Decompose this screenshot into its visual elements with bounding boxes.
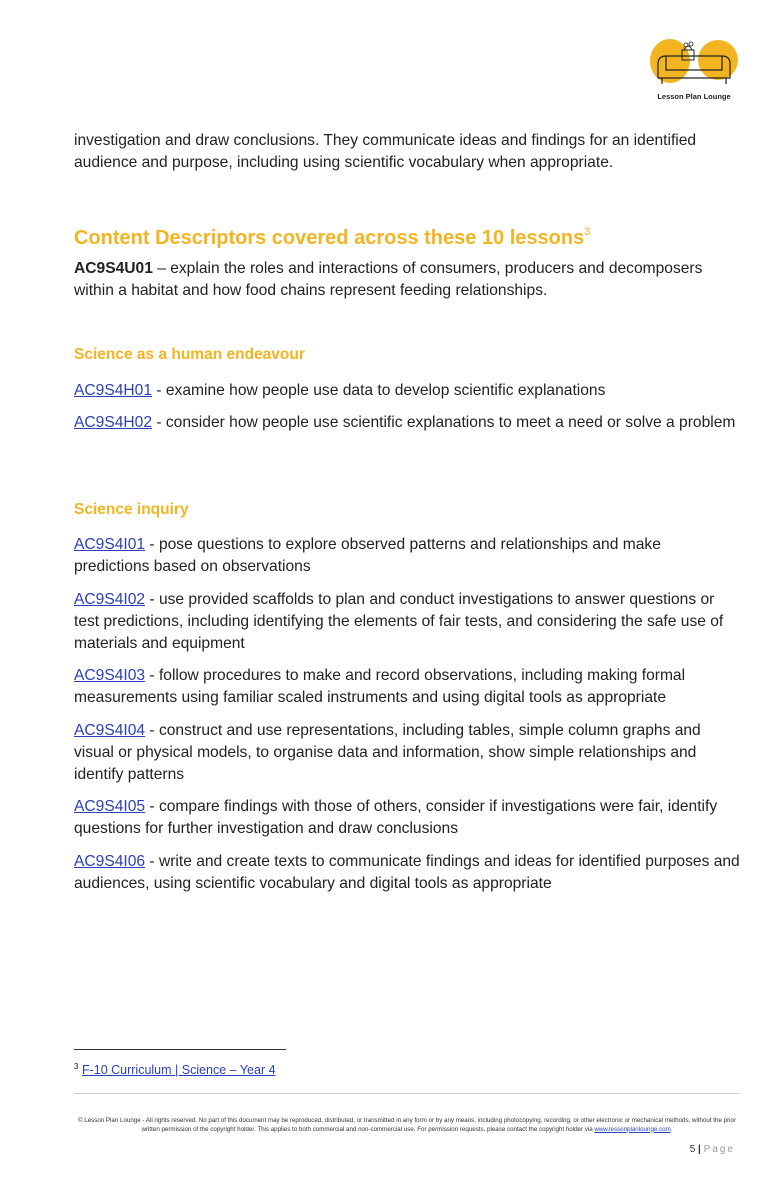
footnote: [74, 1062, 276, 1077]
footnote-number: 3: [74, 1062, 79, 1071]
copyright-notice: © Lesson Plan Lounge - All rights reserved. No part of this document may be reproduced, distributed, or transmitted in any form or by any means, including photocopying, recording, or other electronic or mechanical methods, without the prior written permission of the copyright holder. This applies to both commercial and non-commercial use. For permission requests, please contact the copyright holder via www.lessonplanlounge.com.: [77, 1117, 737, 1133]
lesson-plan-lounge-logo: [648, 36, 740, 106]
list-item: AC9S4I05 - compare findings with those of others, consider if investigations were fair, identify questions for further investigation and draw conclusions: [74, 798, 718, 837]
website-link[interactable]: www.lessonplanlounge.com: [594, 1125, 671, 1133]
main-descriptor-code: AC9S4U01: [74, 260, 153, 277]
main-descriptor: [74, 258, 740, 302]
descriptor-link[interactable]: AC9S4I03: [74, 667, 146, 684]
footnote-link[interactable]: F-10 Curriculum | Science – Year 4: [81, 1063, 276, 1077]
descriptor-link[interactable]: AC9S4I06: [74, 853, 146, 870]
descriptor-link[interactable]: AC9S4H02: [74, 414, 153, 431]
list-item: AC9S4I06 - write and create texts to communicate findings and ideas for identified purposes and audiences, using scientific vocabulary and digital tools as appropriate: [74, 853, 740, 892]
list-item: AC9S4I02 - use provided scaffolds to plan and conduct investigations to answer questions or test predictions, including identifying the elements of fair tests, and considering the safe use of materials and equipment: [74, 591, 724, 652]
page-number: 5 | Page: [689, 1144, 735, 1155]
descriptor-link[interactable]: AC9S4H01: [74, 382, 153, 399]
section-heading-human-endeavour: Science as a human endeavour: [74, 346, 305, 363]
section-heading-science-inquiry: Science inquiry: [74, 501, 189, 518]
list-item: AC9S4I03 - follow procedures to make and record observations, including making formal measurements using familiar scaled instruments and using digital tools as appropriate: [74, 667, 686, 706]
list-item: AC9S4H01 - examine how people use data to develop scientific explanations: [74, 382, 606, 399]
footnote-ref[interactable]: 3: [584, 226, 591, 238]
sofa-icon: [648, 36, 740, 92]
footnote-divider: [74, 1049, 286, 1050]
intro-paragraph: investigation and draw conclusions. They communicate ideas and findings for an identified audience and purpose, including using scientific vocabulary when appropriate.: [74, 132, 697, 171]
content-heading-text: Content Descriptors covered across these 10 lessons: [74, 227, 585, 249]
descriptor-link[interactable]: AC9S4I01: [74, 536, 146, 553]
list-item: AC9S4I01 - pose questions to explore observed patterns and relationships and make predictions based on observations: [74, 536, 661, 575]
main-descriptor-text: – explain the roles and interactions of consumers, producers and decomposers within a habitat and how food chains represent feeding relationships.: [74, 260, 703, 299]
footer-divider: [74, 1093, 740, 1094]
descriptor-link[interactable]: AC9S4I05: [74, 798, 146, 815]
list-item: AC9S4H02 - consider how people use scientific explanations to meet a need or solve a problem: [74, 414, 736, 431]
content-heading: [74, 219, 740, 251]
descriptor-link[interactable]: AC9S4I02: [74, 591, 146, 608]
descriptor-link[interactable]: AC9S4I04: [74, 722, 146, 739]
list-item: AC9S4I04 - construct and use representations, including tables, simple column graphs and visual or physical models, to organise data and information, show simple relationships and identify patterns: [74, 722, 701, 783]
logo-wordmark: Lesson Plan Lounge: [657, 92, 731, 101]
